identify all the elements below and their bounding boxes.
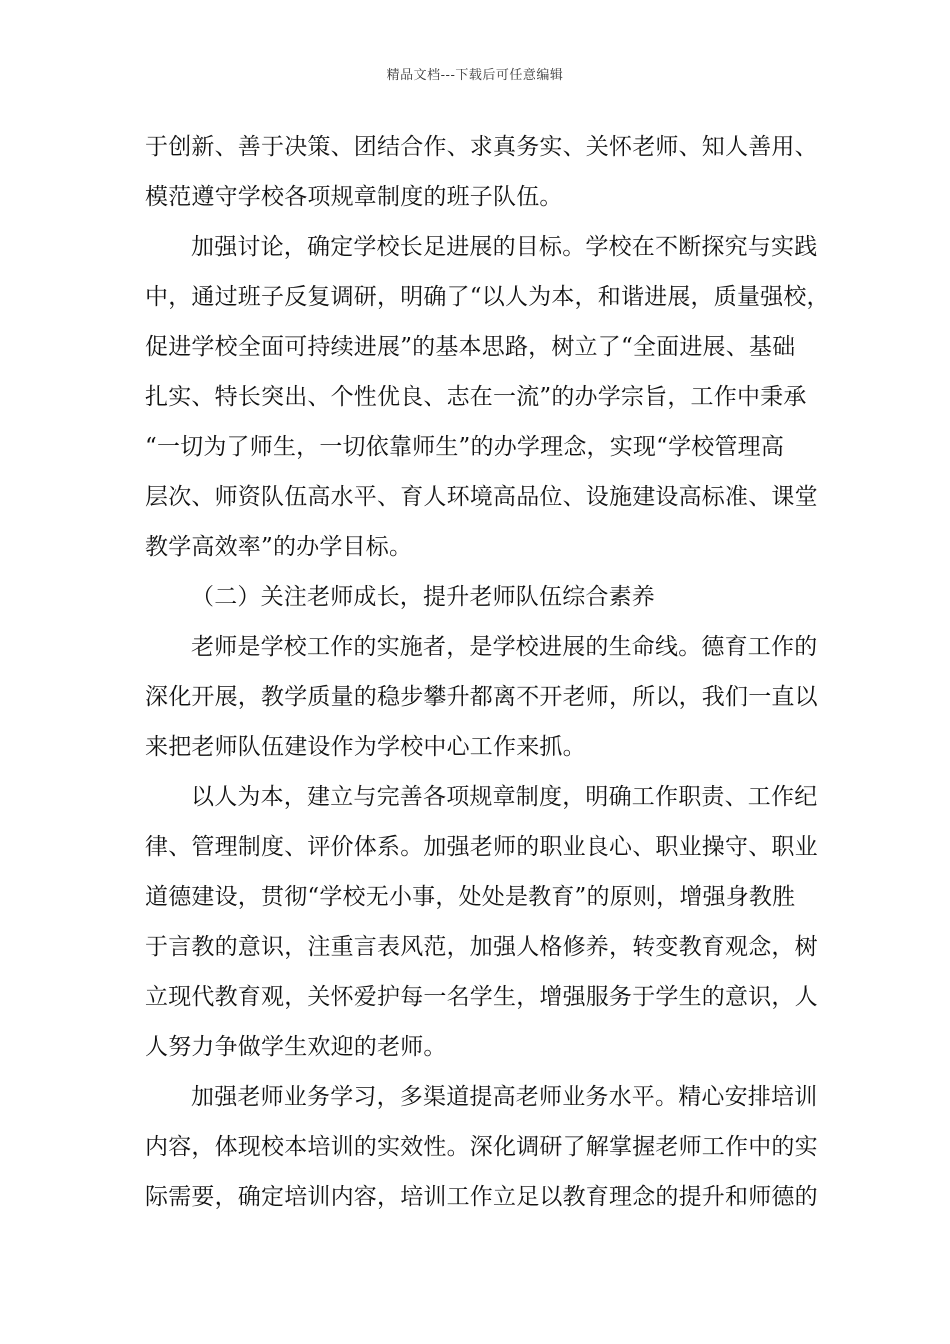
body-text-line: 立现代教育观，关怀爱护每一名学生，增强服务于学生的意识，人 xyxy=(145,984,818,1010)
body-text-line: 中，通过班子反复调研，明确了“以人为本，和谐进展，质量强校， xyxy=(145,284,830,310)
body-text-line: 模范遵守学校各项规章制度的班子队伍。 xyxy=(145,184,563,210)
body-text-line: 律、管理制度、评价体系。加强老师的职业良心、职业操守、职业 xyxy=(145,834,818,860)
body-text-line: 内容，体现校本培训的实效性。深化调研了解掌握老师工作中的实 xyxy=(145,1134,818,1160)
body-text-line: 教学高效率”的办学目标。 xyxy=(145,534,413,560)
body-text-line: 加强老师业务学习，多渠道提高老师业务水平。精心安排培训 xyxy=(191,1084,818,1110)
body-text-line: 来把老师队伍建设作为学校中心工作来抓。 xyxy=(145,734,586,760)
body-text-line: 人努力争做学生欢迎的老师。 xyxy=(145,1034,447,1060)
body-text-line: （二）关注老师成长，提升老师队伍综合素养 xyxy=(191,584,655,610)
body-text-line: 际需要，确定培训内容，培训工作立足以教育理念的提升和师德的 xyxy=(145,1184,818,1210)
body-text-line: 于创新、善于决策、团结合作、求真务实、关怀老师、知人善用、 xyxy=(145,134,818,160)
body-text-line: 老师是学校工作的实施者，是学校进展的生命线。德育工作的 xyxy=(191,634,818,660)
body-text-line: 深化开展，教学质量的稳步攀升都离不开老师，所以，我们一直以 xyxy=(145,684,818,710)
body-text-line: 加强讨论，确定学校长足进展的目标。学校在不断探究与实践 xyxy=(191,234,818,260)
body-text-line: 促进学校全面可持续进展”的基本思路，树立了“全面进展、基础 xyxy=(145,334,796,360)
body-text-line: 道德建设，贯彻“学校无小事，处处是教育”的原则，增强身教胜 xyxy=(145,884,796,910)
document-body xyxy=(145,127,830,1227)
body-text-line: 于言教的意识，注重言表风范，加强人格修养，转变教育观念，树 xyxy=(145,934,818,960)
page-header: 精品文档---下载后可任意编辑 xyxy=(386,68,564,83)
body-text-line: 以人为本，建立与完善各项规章制度，明确工作职责、工作纪 xyxy=(191,784,818,810)
body-text-line: “一切为了师生，一切依靠师生”的办学理念，实现“学校管理高 xyxy=(145,434,785,460)
body-text-line: 扎实、特长突出、个性优良、志在一流”的办学宗旨，工作中秉承 xyxy=(145,384,807,410)
body-text-line: 层次、师资队伍高水平、育人环境高品位、设施建设高标准、课堂 xyxy=(145,484,818,510)
